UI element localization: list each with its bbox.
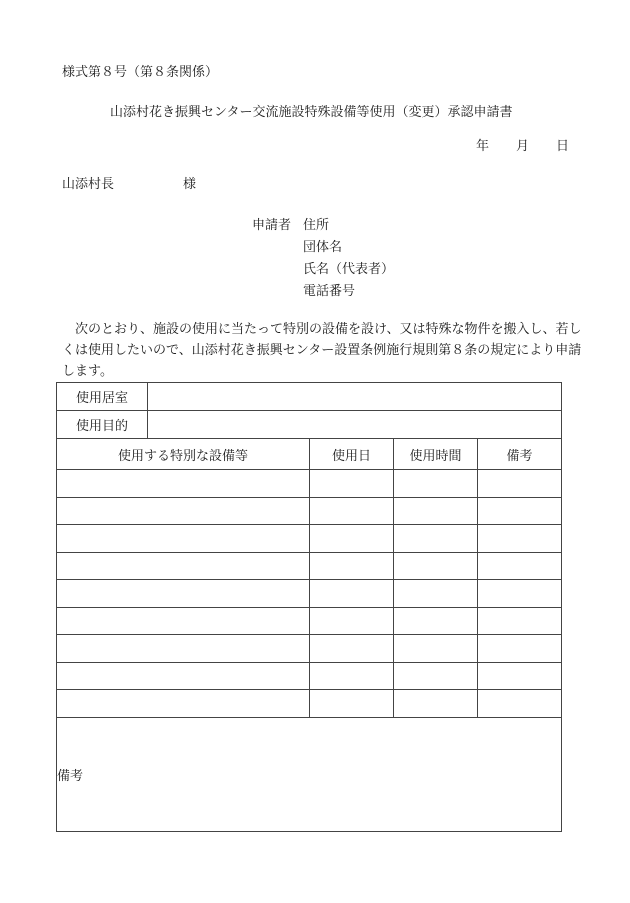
date-cell[interactable] xyxy=(310,552,394,580)
document-title: 山添村花き振興センター交流施設特殊設備等使用（変更）承認申請書 xyxy=(110,105,513,120)
date-day-label: 日 xyxy=(556,139,570,154)
form-number: 様式第８号（第８条関係） xyxy=(62,65,219,80)
remarks-cell[interactable] xyxy=(478,525,562,553)
time-cell[interactable] xyxy=(394,497,478,525)
equipment-cell[interactable] xyxy=(57,580,310,608)
time-cell[interactable] xyxy=(394,525,478,553)
date-cell[interactable] xyxy=(310,580,394,608)
table-row xyxy=(57,607,562,635)
table-row xyxy=(57,497,562,525)
applicant-label: 申請者 xyxy=(252,218,292,233)
notes-cell[interactable] xyxy=(57,717,562,831)
date-year-label: 年 xyxy=(476,139,490,154)
recipient-honorific: 様 xyxy=(183,177,197,192)
table-row xyxy=(57,552,562,580)
table-row xyxy=(57,470,562,498)
equipment-cell[interactable] xyxy=(57,662,310,690)
column-header-date: 使用日 xyxy=(310,439,394,470)
table-row xyxy=(57,580,562,608)
applicant-representative-label: 氏名（代表者） xyxy=(303,262,395,277)
application-table xyxy=(56,382,562,832)
notes-row xyxy=(57,717,562,831)
table-row xyxy=(57,635,562,663)
time-cell[interactable] xyxy=(394,580,478,608)
remarks-cell[interactable] xyxy=(478,662,562,690)
equipment-cell[interactable] xyxy=(57,607,310,635)
time-cell[interactable] xyxy=(394,552,478,580)
time-cell[interactable] xyxy=(394,470,478,498)
applicant-phone-label: 電話番号 xyxy=(303,284,356,299)
applicant-address-label: 住所 xyxy=(303,218,330,233)
notes-label: 備考 xyxy=(57,768,84,784)
purpose-input-cell[interactable] xyxy=(148,411,562,439)
time-cell[interactable] xyxy=(394,635,478,663)
time-cell[interactable] xyxy=(394,607,478,635)
room-label: 使用居室 xyxy=(57,383,148,411)
remarks-cell[interactable] xyxy=(478,497,562,525)
table-row xyxy=(57,525,562,553)
equipment-cell[interactable] xyxy=(57,525,310,553)
column-header-time: 使用時間 xyxy=(394,439,478,470)
column-header-equipment: 使用する特別な設備等 xyxy=(57,439,310,470)
date-cell[interactable] xyxy=(310,470,394,498)
date-month-label: 月 xyxy=(516,139,530,154)
table-header-row xyxy=(57,439,562,470)
date-cell[interactable] xyxy=(310,635,394,663)
date-cell[interactable] xyxy=(310,607,394,635)
remarks-cell[interactable] xyxy=(478,552,562,580)
table-row xyxy=(57,662,562,690)
recipient-name: 山添村長 xyxy=(62,177,115,192)
time-cell[interactable] xyxy=(394,662,478,690)
room-input-cell[interactable] xyxy=(148,383,562,411)
remarks-cell[interactable] xyxy=(478,635,562,663)
application-statement: 次のとおり、施設の使用に当たって特別の設備を設け、又は特殊な物件を搬入し、若しくは使用したいので、山添村花き振興センター設置条例施行規則第８条の規定により申請します。 xyxy=(62,322,582,379)
equipment-cell[interactable] xyxy=(57,635,310,663)
date-cell[interactable] xyxy=(310,690,394,718)
equipment-cell[interactable] xyxy=(57,470,310,498)
remarks-cell[interactable] xyxy=(478,580,562,608)
date-cell[interactable] xyxy=(310,525,394,553)
room-row xyxy=(57,383,562,411)
remarks-cell[interactable] xyxy=(478,470,562,498)
time-cell[interactable] xyxy=(394,690,478,718)
remarks-cell[interactable] xyxy=(478,690,562,718)
column-header-remarks: 備考 xyxy=(478,439,562,470)
purpose-row xyxy=(57,411,562,439)
equipment-cell[interactable] xyxy=(57,497,310,525)
purpose-label: 使用目的 xyxy=(57,411,148,439)
date-cell[interactable] xyxy=(310,662,394,690)
applicant-organization-label: 団体名 xyxy=(303,240,343,255)
remarks-cell[interactable] xyxy=(478,607,562,635)
equipment-cell[interactable] xyxy=(57,552,310,580)
equipment-cell[interactable] xyxy=(57,690,310,718)
table-row xyxy=(57,690,562,718)
date-cell[interactable] xyxy=(310,497,394,525)
